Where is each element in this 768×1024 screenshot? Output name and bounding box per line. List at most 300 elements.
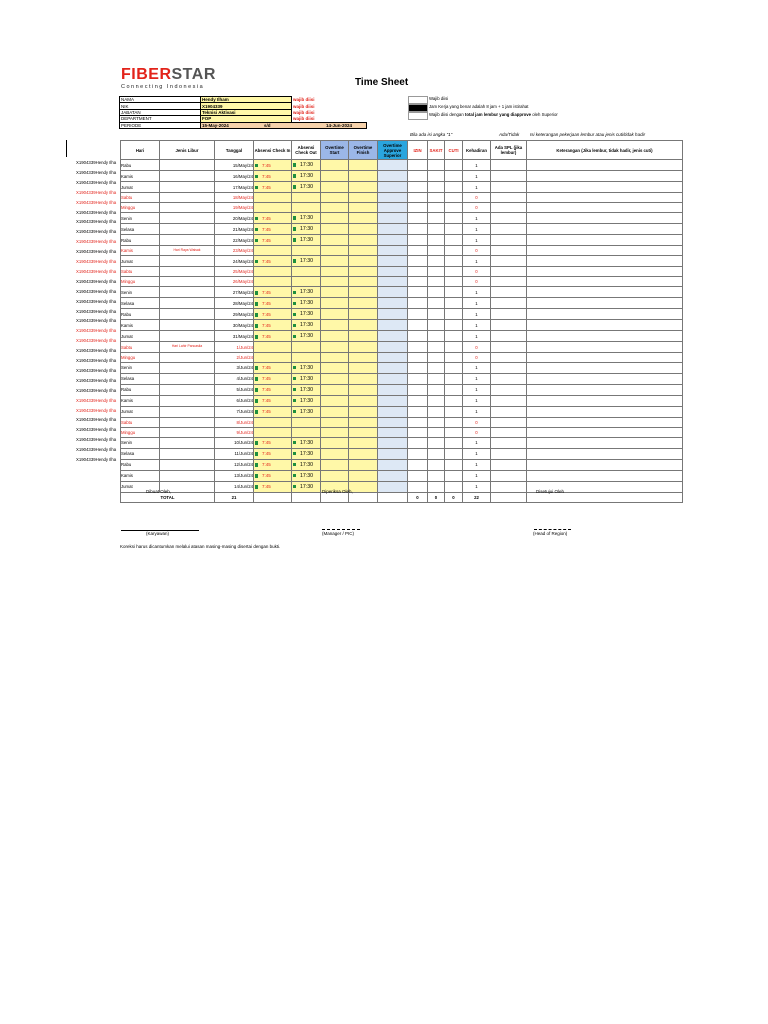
cell-sakit[interactable]	[428, 235, 445, 246]
cell-izin[interactable]	[408, 309, 428, 320]
cell-cuti[interactable]	[445, 246, 463, 256]
cell-izin[interactable]	[408, 287, 428, 298]
cell-sakit[interactable]	[428, 459, 445, 470]
cell-spl[interactable]	[491, 448, 527, 459]
cell-spl[interactable]	[491, 406, 527, 417]
cell-cuti[interactable]	[445, 193, 463, 203]
cell-check-out[interactable]	[292, 277, 321, 287]
cell-check-out[interactable]	[292, 481, 321, 492]
cell-check-out[interactable]	[292, 246, 321, 256]
cell-cuti[interactable]	[445, 427, 463, 437]
cell-keterangan[interactable]	[527, 224, 683, 235]
cell-izin[interactable]	[408, 342, 428, 352]
cell-overtime-approve[interactable]	[378, 256, 408, 267]
cell-spl[interactable]	[491, 256, 527, 267]
cell-sakit[interactable]	[428, 213, 445, 224]
cell-check-in[interactable]	[254, 267, 292, 277]
cell-check-in[interactable]	[254, 331, 292, 342]
cell-cuti[interactable]	[445, 160, 463, 171]
cell-overtime-finish[interactable]	[349, 309, 378, 320]
cell-check-in[interactable]	[254, 235, 292, 246]
cell-overtime-finish[interactable]	[349, 298, 378, 309]
cell-spl[interactable]	[491, 362, 527, 373]
cell-sakit[interactable]	[428, 384, 445, 395]
cell-overtime-approve[interactable]	[378, 417, 408, 427]
cell-overtime-approve[interactable]	[378, 213, 408, 224]
cell-cuti[interactable]	[445, 406, 463, 417]
cell-overtime-start[interactable]	[321, 320, 349, 331]
cell-spl[interactable]	[491, 287, 527, 298]
cell-keterangan[interactable]	[527, 342, 683, 352]
cell-spl[interactable]	[491, 352, 527, 362]
cell-overtime-approve[interactable]	[378, 470, 408, 481]
cell-overtime-approve[interactable]	[378, 246, 408, 256]
cell-overtime-approve[interactable]	[378, 277, 408, 287]
cell-overtime-start[interactable]	[321, 362, 349, 373]
cell-sakit[interactable]	[428, 373, 445, 384]
cell-overtime-approve[interactable]	[378, 384, 408, 395]
cell-spl[interactable]	[491, 160, 527, 171]
cell-spl[interactable]	[491, 193, 527, 203]
cell-overtime-start[interactable]	[321, 277, 349, 287]
cell-check-in[interactable]	[254, 320, 292, 331]
cell-sakit[interactable]	[428, 320, 445, 331]
cell-izin[interactable]	[408, 213, 428, 224]
cell-sakit[interactable]	[428, 309, 445, 320]
cell-izin[interactable]	[408, 267, 428, 277]
cell-keterangan[interactable]	[527, 352, 683, 362]
cell-sakit[interactable]	[428, 427, 445, 437]
cell-overtime-start[interactable]	[321, 342, 349, 352]
cell-izin[interactable]	[408, 427, 428, 437]
cell-check-out[interactable]	[292, 448, 321, 459]
cell-check-out[interactable]	[292, 287, 321, 298]
cell-overtime-finish[interactable]	[349, 373, 378, 384]
cell-spl[interactable]	[491, 459, 527, 470]
cell-overtime-start[interactable]	[321, 160, 349, 171]
cell-izin[interactable]	[408, 352, 428, 362]
cell-overtime-approve[interactable]	[378, 437, 408, 448]
cell-izin[interactable]	[408, 224, 428, 235]
cell-check-out[interactable]	[292, 267, 321, 277]
cell-overtime-finish[interactable]	[349, 277, 378, 287]
cell-izin[interactable]	[408, 171, 428, 182]
cell-sakit[interactable]	[428, 342, 445, 352]
cell-keterangan[interactable]	[527, 395, 683, 406]
cell-overtime-finish[interactable]	[349, 267, 378, 277]
cell-check-in[interactable]	[254, 481, 292, 492]
cell-check-in[interactable]	[254, 417, 292, 427]
cell-sakit[interactable]	[428, 267, 445, 277]
cell-overtime-approve[interactable]	[378, 448, 408, 459]
cell-check-in[interactable]	[254, 182, 292, 193]
cell-cuti[interactable]	[445, 267, 463, 277]
cell-check-out[interactable]	[292, 342, 321, 352]
cell-izin[interactable]	[408, 320, 428, 331]
cell-check-out[interactable]	[292, 224, 321, 235]
cell-spl[interactable]	[491, 417, 527, 427]
cell-overtime-start[interactable]	[321, 235, 349, 246]
cell-izin[interactable]	[408, 395, 428, 406]
cell-keterangan[interactable]	[527, 287, 683, 298]
cell-check-in[interactable]	[254, 246, 292, 256]
cell-overtime-finish[interactable]	[349, 427, 378, 437]
cell-keterangan[interactable]	[527, 193, 683, 203]
cell-izin[interactable]	[408, 256, 428, 267]
cell-spl[interactable]	[491, 182, 527, 193]
cell-overtime-finish[interactable]	[349, 193, 378, 203]
cell-sakit[interactable]	[428, 362, 445, 373]
info-value[interactable]: Hendy Ilham	[201, 97, 292, 103]
cell-cuti[interactable]	[445, 320, 463, 331]
cell-sakit[interactable]	[428, 203, 445, 213]
cell-check-out[interactable]	[292, 352, 321, 362]
cell-overtime-start[interactable]	[321, 417, 349, 427]
cell-cuti[interactable]	[445, 182, 463, 193]
cell-overtime-start[interactable]	[321, 470, 349, 481]
cell-overtime-start[interactable]	[321, 256, 349, 267]
cell-check-in[interactable]	[254, 298, 292, 309]
cell-spl[interactable]	[491, 267, 527, 277]
cell-keterangan[interactable]	[527, 298, 683, 309]
cell-cuti[interactable]	[445, 213, 463, 224]
cell-spl[interactable]	[491, 277, 527, 287]
cell-overtime-finish[interactable]	[349, 342, 378, 352]
cell-overtime-start[interactable]	[321, 203, 349, 213]
cell-keterangan[interactable]	[527, 235, 683, 246]
cell-spl[interactable]	[491, 246, 527, 256]
cell-overtime-finish[interactable]	[349, 287, 378, 298]
cell-overtime-approve[interactable]	[378, 182, 408, 193]
cell-keterangan[interactable]	[527, 417, 683, 427]
cell-check-out[interactable]	[292, 213, 321, 224]
cell-overtime-start[interactable]	[321, 384, 349, 395]
cell-spl[interactable]	[491, 342, 527, 352]
cell-sakit[interactable]	[428, 437, 445, 448]
cell-check-out[interactable]	[292, 309, 321, 320]
cell-overtime-approve[interactable]	[378, 320, 408, 331]
cell-keterangan[interactable]	[527, 373, 683, 384]
cell-izin[interactable]	[408, 406, 428, 417]
cell-overtime-start[interactable]	[321, 246, 349, 256]
cell-overtime-finish[interactable]	[349, 362, 378, 373]
cell-check-out[interactable]	[292, 470, 321, 481]
cell-overtime-approve[interactable]	[378, 224, 408, 235]
cell-spl[interactable]	[491, 427, 527, 437]
period-value[interactable]	[201, 122, 367, 128]
cell-overtime-approve[interactable]	[378, 193, 408, 203]
cell-overtime-start[interactable]	[321, 437, 349, 448]
cell-sakit[interactable]	[428, 298, 445, 309]
cell-izin[interactable]	[408, 384, 428, 395]
cell-spl[interactable]	[491, 481, 527, 492]
cell-overtime-approve[interactable]	[378, 298, 408, 309]
cell-sakit[interactable]	[428, 395, 445, 406]
cell-check-in[interactable]	[254, 437, 292, 448]
cell-izin[interactable]	[408, 459, 428, 470]
cell-cuti[interactable]	[445, 395, 463, 406]
cell-overtime-start[interactable]	[321, 182, 349, 193]
cell-check-out[interactable]	[292, 417, 321, 427]
cell-cuti[interactable]	[445, 417, 463, 427]
cell-overtime-finish[interactable]	[349, 203, 378, 213]
cell-keterangan[interactable]	[527, 213, 683, 224]
cell-check-in[interactable]	[254, 213, 292, 224]
cell-check-in[interactable]	[254, 373, 292, 384]
cell-check-out[interactable]	[292, 395, 321, 406]
cell-overtime-finish[interactable]	[349, 481, 378, 492]
cell-check-in[interactable]	[254, 470, 292, 481]
cell-overtime-approve[interactable]	[378, 171, 408, 182]
cell-overtime-start[interactable]	[321, 459, 349, 470]
cell-check-out[interactable]	[292, 362, 321, 373]
cell-check-out[interactable]	[292, 171, 321, 182]
cell-overtime-approve[interactable]	[378, 395, 408, 406]
cell-izin[interactable]	[408, 277, 428, 287]
cell-check-in[interactable]	[254, 459, 292, 470]
cell-check-in[interactable]	[254, 193, 292, 203]
cell-overtime-start[interactable]	[321, 309, 349, 320]
cell-overtime-start[interactable]	[321, 287, 349, 298]
cell-izin[interactable]	[408, 437, 428, 448]
cell-sakit[interactable]	[428, 331, 445, 342]
cell-spl[interactable]	[491, 224, 527, 235]
cell-overtime-start[interactable]	[321, 213, 349, 224]
cell-cuti[interactable]	[445, 235, 463, 246]
cell-cuti[interactable]	[445, 362, 463, 373]
cell-sakit[interactable]	[428, 171, 445, 182]
cell-izin[interactable]	[408, 235, 428, 246]
cell-overtime-approve[interactable]	[378, 309, 408, 320]
cell-spl[interactable]	[491, 470, 527, 481]
cell-keterangan[interactable]	[527, 267, 683, 277]
cell-spl[interactable]	[491, 171, 527, 182]
cell-overtime-approve[interactable]	[378, 267, 408, 277]
cell-overtime-finish[interactable]	[349, 246, 378, 256]
cell-izin[interactable]	[408, 373, 428, 384]
cell-cuti[interactable]	[445, 203, 463, 213]
cell-sakit[interactable]	[428, 193, 445, 203]
cell-keterangan[interactable]	[527, 427, 683, 437]
cell-overtime-finish[interactable]	[349, 171, 378, 182]
cell-check-out[interactable]	[292, 427, 321, 437]
cell-check-out[interactable]	[292, 437, 321, 448]
cell-spl[interactable]	[491, 395, 527, 406]
cell-check-out[interactable]	[292, 373, 321, 384]
cell-cuti[interactable]	[445, 459, 463, 470]
cell-overtime-finish[interactable]	[349, 395, 378, 406]
cell-overtime-approve[interactable]	[378, 160, 408, 171]
cell-cuti[interactable]	[445, 256, 463, 267]
cell-spl[interactable]	[491, 213, 527, 224]
cell-overtime-approve[interactable]	[378, 287, 408, 298]
cell-keterangan[interactable]	[527, 256, 683, 267]
cell-sakit[interactable]	[428, 182, 445, 193]
cell-keterangan[interactable]	[527, 320, 683, 331]
cell-keterangan[interactable]	[527, 171, 683, 182]
cell-check-out[interactable]	[292, 406, 321, 417]
cell-izin[interactable]	[408, 298, 428, 309]
cell-overtime-start[interactable]	[321, 427, 349, 437]
cell-cuti[interactable]	[445, 224, 463, 235]
cell-spl[interactable]	[491, 298, 527, 309]
cell-sakit[interactable]	[428, 287, 445, 298]
cell-sakit[interactable]	[428, 406, 445, 417]
cell-spl[interactable]	[491, 384, 527, 395]
cell-keterangan[interactable]	[527, 182, 683, 193]
cell-izin[interactable]	[408, 470, 428, 481]
cell-check-in[interactable]	[254, 309, 292, 320]
cell-overtime-start[interactable]	[321, 352, 349, 362]
cell-check-in[interactable]	[254, 203, 292, 213]
cell-overtime-approve[interactable]	[378, 352, 408, 362]
cell-cuti[interactable]	[445, 171, 463, 182]
cell-overtime-finish[interactable]	[349, 437, 378, 448]
cell-izin[interactable]	[408, 331, 428, 342]
cell-keterangan[interactable]	[527, 203, 683, 213]
cell-cuti[interactable]	[445, 470, 463, 481]
cell-overtime-approve[interactable]	[378, 481, 408, 492]
cell-keterangan[interactable]	[527, 448, 683, 459]
info-value[interactable]: Teknisi Aktivasi	[201, 109, 292, 115]
cell-keterangan[interactable]	[527, 246, 683, 256]
cell-overtime-finish[interactable]	[349, 331, 378, 342]
cell-izin[interactable]	[408, 182, 428, 193]
cell-check-in[interactable]	[254, 395, 292, 406]
cell-overtime-finish[interactable]	[349, 213, 378, 224]
cell-check-out[interactable]	[292, 193, 321, 203]
cell-izin[interactable]	[408, 246, 428, 256]
cell-overtime-finish[interactable]	[349, 160, 378, 171]
cell-spl[interactable]	[491, 373, 527, 384]
cell-keterangan[interactable]	[527, 406, 683, 417]
cell-overtime-start[interactable]	[321, 331, 349, 342]
cell-spl[interactable]	[491, 331, 527, 342]
info-value[interactable]: X1904339	[201, 103, 292, 109]
cell-keterangan[interactable]	[527, 470, 683, 481]
cell-check-in[interactable]	[254, 256, 292, 267]
cell-izin[interactable]	[408, 417, 428, 427]
cell-overtime-start[interactable]	[321, 373, 349, 384]
cell-spl[interactable]	[491, 203, 527, 213]
cell-overtime-finish[interactable]	[349, 182, 378, 193]
cell-check-in[interactable]	[254, 342, 292, 352]
cell-check-out[interactable]	[292, 459, 321, 470]
cell-cuti[interactable]	[445, 277, 463, 287]
cell-sakit[interactable]	[428, 246, 445, 256]
cell-overtime-start[interactable]	[321, 298, 349, 309]
cell-sakit[interactable]	[428, 256, 445, 267]
cell-check-out[interactable]	[292, 160, 321, 171]
cell-check-out[interactable]	[292, 298, 321, 309]
cell-overtime-approve[interactable]	[378, 203, 408, 213]
cell-sakit[interactable]	[428, 352, 445, 362]
cell-overtime-finish[interactable]	[349, 448, 378, 459]
cell-spl[interactable]	[491, 235, 527, 246]
cell-overtime-approve[interactable]	[378, 331, 408, 342]
cell-check-in[interactable]	[254, 427, 292, 437]
cell-cuti[interactable]	[445, 448, 463, 459]
cell-check-in[interactable]	[254, 277, 292, 287]
cell-overtime-approve[interactable]	[378, 406, 408, 417]
cell-check-in[interactable]	[254, 406, 292, 417]
cell-sakit[interactable]	[428, 470, 445, 481]
cell-izin[interactable]	[408, 362, 428, 373]
cell-overtime-finish[interactable]	[349, 320, 378, 331]
cell-check-out[interactable]	[292, 320, 321, 331]
cell-overtime-start[interactable]	[321, 224, 349, 235]
cell-overtime-start[interactable]	[321, 448, 349, 459]
cell-cuti[interactable]	[445, 309, 463, 320]
cell-sakit[interactable]	[428, 481, 445, 492]
cell-izin[interactable]	[408, 193, 428, 203]
cell-overtime-finish[interactable]	[349, 417, 378, 427]
cell-overtime-finish[interactable]	[349, 352, 378, 362]
cell-check-out[interactable]	[292, 203, 321, 213]
cell-izin[interactable]	[408, 448, 428, 459]
cell-cuti[interactable]	[445, 287, 463, 298]
cell-keterangan[interactable]	[527, 384, 683, 395]
cell-check-in[interactable]	[254, 224, 292, 235]
cell-overtime-finish[interactable]	[349, 459, 378, 470]
cell-overtime-finish[interactable]	[349, 224, 378, 235]
cell-check-in[interactable]	[254, 160, 292, 171]
cell-check-in[interactable]	[254, 448, 292, 459]
cell-izin[interactable]	[408, 160, 428, 171]
cell-overtime-start[interactable]	[321, 171, 349, 182]
cell-overtime-approve[interactable]	[378, 373, 408, 384]
cell-cuti[interactable]	[445, 481, 463, 492]
cell-izin[interactable]	[408, 481, 428, 492]
cell-keterangan[interactable]	[527, 437, 683, 448]
cell-check-out[interactable]	[292, 331, 321, 342]
cell-cuti[interactable]	[445, 384, 463, 395]
cell-cuti[interactable]	[445, 352, 463, 362]
cell-cuti[interactable]	[445, 342, 463, 352]
cell-keterangan[interactable]	[527, 362, 683, 373]
cell-sakit[interactable]	[428, 448, 445, 459]
cell-check-in[interactable]	[254, 171, 292, 182]
cell-cuti[interactable]	[445, 331, 463, 342]
cell-overtime-finish[interactable]	[349, 470, 378, 481]
cell-overtime-start[interactable]	[321, 267, 349, 277]
cell-keterangan[interactable]	[527, 459, 683, 470]
cell-check-in[interactable]	[254, 384, 292, 395]
cell-sakit[interactable]	[428, 224, 445, 235]
cell-check-out[interactable]	[292, 235, 321, 246]
cell-izin[interactable]	[408, 203, 428, 213]
cell-overtime-approve[interactable]	[378, 235, 408, 246]
cell-overtime-finish[interactable]	[349, 235, 378, 246]
cell-overtime-approve[interactable]	[378, 342, 408, 352]
cell-cuti[interactable]	[445, 437, 463, 448]
cell-check-in[interactable]	[254, 287, 292, 298]
cell-check-in[interactable]	[254, 362, 292, 373]
cell-sakit[interactable]	[428, 277, 445, 287]
cell-overtime-finish[interactable]	[349, 384, 378, 395]
cell-keterangan[interactable]	[527, 309, 683, 320]
cell-overtime-approve[interactable]	[378, 459, 408, 470]
cell-overtime-start[interactable]	[321, 406, 349, 417]
cell-sakit[interactable]	[428, 160, 445, 171]
cell-keterangan[interactable]	[527, 160, 683, 171]
cell-keterangan[interactable]	[527, 277, 683, 287]
cell-overtime-start[interactable]	[321, 193, 349, 203]
cell-overtime-approve[interactable]	[378, 362, 408, 373]
cell-sakit[interactable]	[428, 417, 445, 427]
cell-cuti[interactable]	[445, 373, 463, 384]
cell-cuti[interactable]	[445, 298, 463, 309]
